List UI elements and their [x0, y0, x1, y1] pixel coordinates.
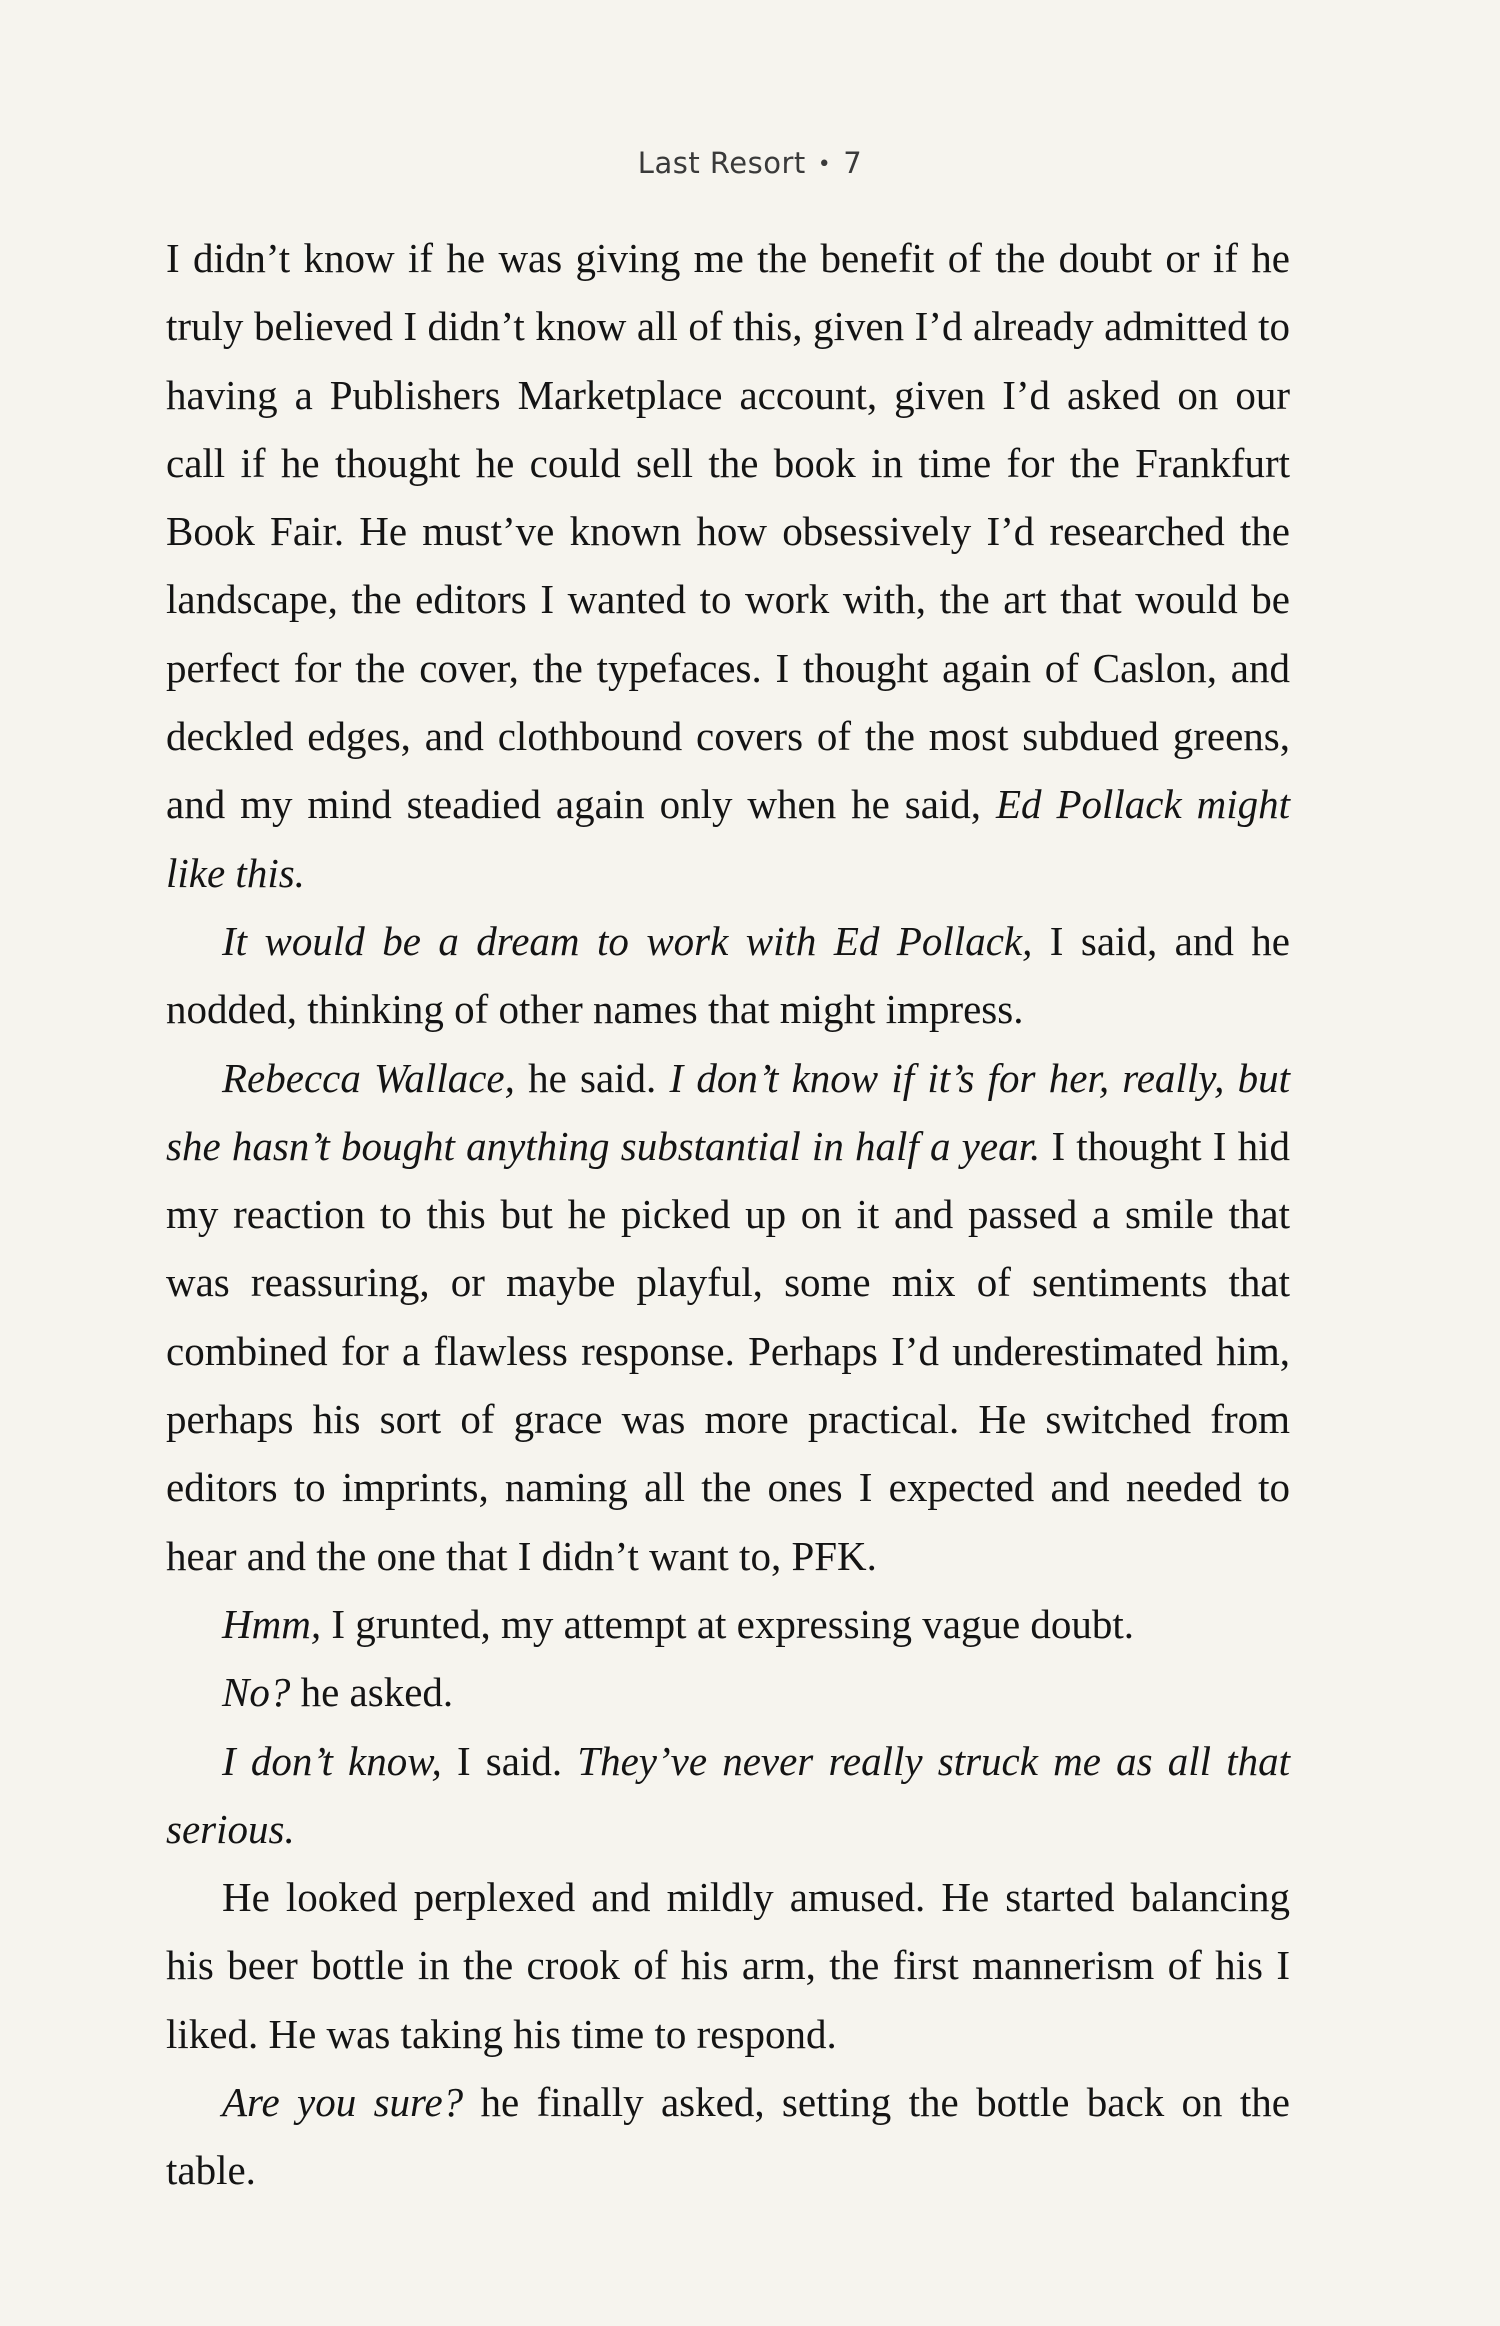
body-text [166, 224, 1290, 2205]
paragraph-text-italic: Ed Pollack might like this. [166, 781, 1290, 896]
paragraph-text: he finally asked, setting the bottle back on the table. [166, 2079, 1290, 2194]
paragraph-text-italic: It would be a dream to work with Ed Pollack, [222, 917, 1033, 964]
paragraph-text: He looked perplexed and mildly amused. He started balancing his beer bottle in the crook of his arm, the first mannerism of his I liked. He was taking his time to respond. [166, 1874, 1290, 2057]
paragraph-text: he said. [514, 1054, 670, 1101]
running-head-title: Last Resort [637, 146, 806, 180]
paragraph [166, 1863, 1290, 2068]
running-head [0, 143, 1500, 185]
paragraph-text-italic: Hmm, [222, 1600, 322, 1647]
running-head-separator: • [817, 152, 832, 177]
paragraph-text: I thought I hid my reaction to this but he picked up on it and passed a smile that was reassuring, or maybe playful, some mix of sentiments that combined for a flawless response. Perhaps I’d underestimated him, perhaps his sort of grace was more practical. He switched from editors to imprints, naming all the ones I expected and needed to hear and the one that I didn’t want to, PFK. [166, 1122, 1291, 1579]
paragraph [166, 907, 1290, 1044]
paragraph-text-italic: I don’t know, [222, 1737, 442, 1784]
paragraph-text: I didn’t know if he was giving me the benefit of the doubt or if he truly believed I didn’t know all of this, given I’d already admitted to having a Publishers Marketplace account, given I’d asked on our call if he thought he could sell the book in time for the Frankfurt Book Fair. He must’ve known how obsessively I’d researched the landscape, the editors I wanted to work with, the art that would be perfect for the cover, the typefaces. I thought again of Caslon, and deckled edges, and clothbound covers of the most subdued greens, and my mind steadied again only when he said, [166, 235, 1290, 828]
paragraph [166, 2068, 1290, 2205]
paragraph-text-italic: Rebecca Wallace, [222, 1054, 515, 1101]
paragraph [166, 1727, 1290, 1864]
paragraph-text-italic: No? [222, 1669, 291, 1716]
paragraph [166, 1590, 1290, 1658]
paragraph [166, 1658, 1290, 1726]
paragraph [166, 1044, 1290, 1590]
paragraph-text-italic: Are you sure? [222, 2079, 464, 2126]
paragraph-text: he asked. [290, 1669, 454, 1716]
paragraph [166, 224, 1290, 907]
page-number: 7 [843, 146, 863, 180]
paragraph-text-italic: They’ve never really struck me as all that serious. [166, 1737, 1290, 1852]
paragraph-text: I grunted, my attempt at expressing vague doubt. [321, 1600, 1135, 1647]
paragraph-text: I said, and he nodded, thinking of other names that might impress. [166, 917, 1290, 1033]
paragraph-text: I said. [441, 1737, 578, 1784]
paragraph-text-italic: I don’t know if it’s for her, really, but she hasn’t bought anything substantial in half a year. [166, 1054, 1290, 1169]
